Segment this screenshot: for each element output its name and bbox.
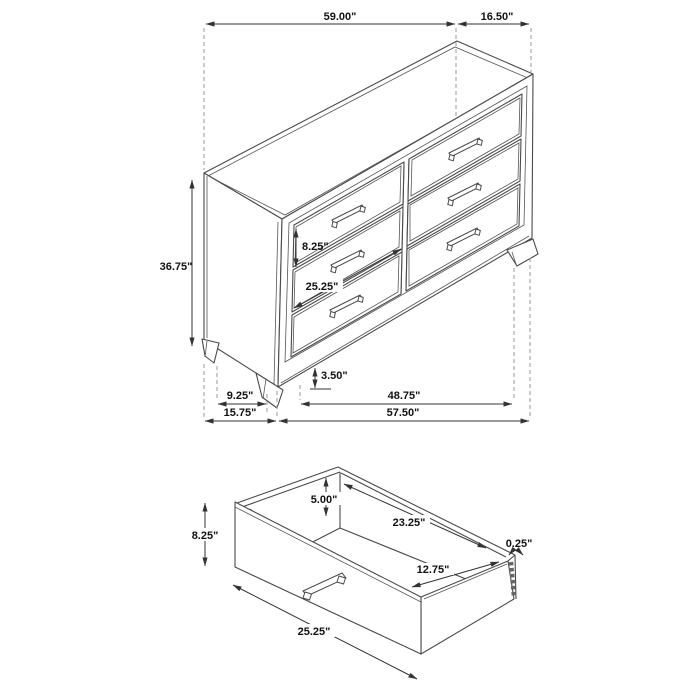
dim-front-width-label: 25.25"	[297, 626, 331, 638]
dresser-body	[202, 41, 538, 408]
dim-front-height	[188, 503, 222, 566]
dim-inner-length-label: 23.25"	[392, 517, 426, 529]
dim-base-width	[279, 407, 529, 421]
dim-base-depth-label: 15.75"	[223, 407, 257, 419]
drawer-view	[188, 467, 532, 679]
drawer-box	[235, 467, 516, 654]
dim-top-width-label: 59.00"	[323, 11, 357, 23]
dim-drawer-height-label: 8.25"	[302, 241, 329, 253]
dim-top-depth	[458, 11, 529, 24]
dim-foot-height-label: 3.50"	[321, 370, 348, 382]
dim-inner-height	[307, 478, 341, 516]
dresser-view	[160, 11, 538, 421]
dim-inner-depth-label: 12.75"	[416, 564, 450, 576]
dim-top-depth-label: 16.50"	[480, 11, 514, 23]
dim-base-depth	[205, 407, 276, 421]
dim-feet-span	[301, 390, 512, 404]
dim-feet-span-label: 48.75"	[387, 390, 421, 402]
dim-front-height-label: 8.25"	[191, 530, 219, 542]
foot-rear-left	[202, 339, 219, 363]
dim-drawer-width-label: 25.25"	[305, 281, 339, 293]
dim-lip-thickness-label: 0.25"	[505, 538, 533, 550]
dim-inner-height-label: 5.00"	[310, 494, 338, 506]
dim-height-label: 36.75"	[159, 261, 193, 273]
dim-base-width-label: 57.50"	[386, 407, 420, 419]
dim-foot-inset	[218, 390, 266, 404]
dim-foot-height	[310, 368, 348, 389]
dim-height	[160, 180, 193, 346]
dim-top-width	[206, 11, 455, 24]
dim-foot-inset-label: 9.25"	[226, 390, 254, 402]
